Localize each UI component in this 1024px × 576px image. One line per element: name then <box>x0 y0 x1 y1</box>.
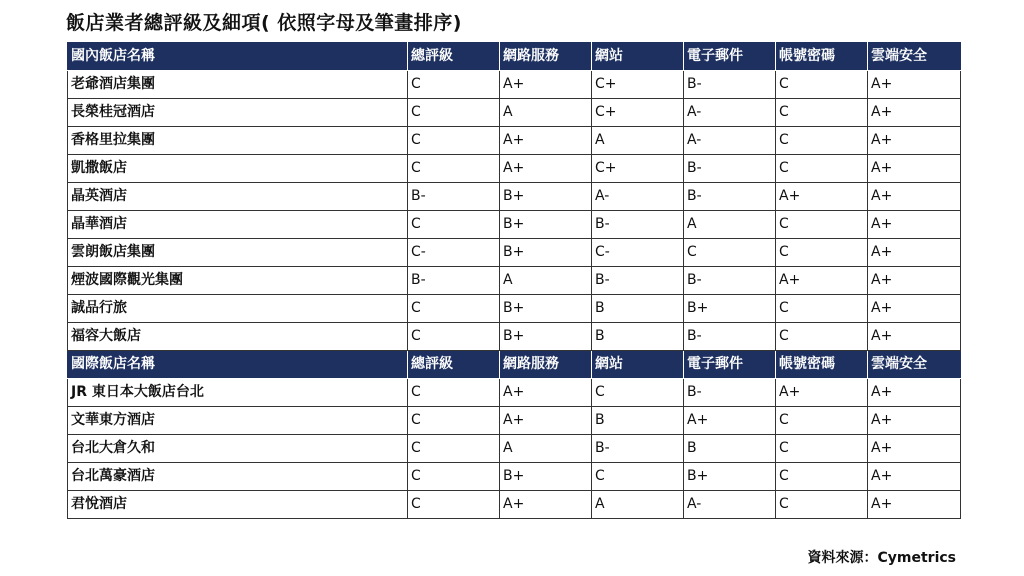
website-cell: B <box>592 323 684 351</box>
hotel-name-cell: 福容大飯店 <box>68 323 408 351</box>
website-cell: B <box>592 295 684 323</box>
email-cell: B- <box>684 267 776 295</box>
cloud-security-cell: A+ <box>868 183 961 211</box>
table-row <box>68 211 961 239</box>
hotel-name-cell: 雲朗飯店集團 <box>68 239 408 267</box>
network-service-cell: A+ <box>500 491 592 519</box>
header-email: 電子郵件 <box>684 351 776 379</box>
overall-grade-cell: C <box>408 295 500 323</box>
table-row <box>68 323 961 351</box>
table-row <box>68 155 961 183</box>
cloud-security-cell: A+ <box>868 491 961 519</box>
network-service-cell: A+ <box>500 155 592 183</box>
website-cell: A <box>592 127 684 155</box>
account-password-cell: A+ <box>776 183 868 211</box>
overall-grade-cell: C <box>408 407 500 435</box>
website-cell: B- <box>592 435 684 463</box>
network-service-cell: A+ <box>500 127 592 155</box>
cloud-security-cell: A+ <box>868 435 961 463</box>
hotel-name-cell: 煙波國際觀光集團 <box>68 267 408 295</box>
account-password-cell: A+ <box>776 267 868 295</box>
header-network-service: 網路服務 <box>500 43 592 71</box>
header-cloud-security: 雲端安全 <box>868 351 961 379</box>
overall-grade-cell: C <box>408 435 500 463</box>
email-cell: C <box>684 239 776 267</box>
overall-grade-cell: C <box>408 323 500 351</box>
source-note: 資料來源：Cymetrics <box>807 550 956 566</box>
hotel-name-cell: 誠品行旅 <box>68 295 408 323</box>
website-cell: B- <box>592 267 684 295</box>
hotel-name-cell: 台北萬豪酒店 <box>68 463 408 491</box>
overall-grade-cell: C <box>408 71 500 99</box>
header-website: 網站 <box>592 43 684 71</box>
website-cell: A <box>592 491 684 519</box>
cloud-security-cell: A+ <box>868 239 961 267</box>
hotel-name-cell: 台北大倉久和 <box>68 435 408 463</box>
header-account-password: 帳號密碼 <box>776 351 868 379</box>
hotel-name-cell: 晶華酒店 <box>68 211 408 239</box>
network-service-cell: B+ <box>500 183 592 211</box>
website-cell: A- <box>592 183 684 211</box>
hotel-name-cell: 君悅酒店 <box>68 491 408 519</box>
cloud-security-cell: A+ <box>868 323 961 351</box>
website-cell: C- <box>592 239 684 267</box>
cloud-security-cell: A+ <box>868 127 961 155</box>
website-cell: C+ <box>592 71 684 99</box>
table-row <box>68 239 961 267</box>
account-password-cell: C <box>776 463 868 491</box>
table-row <box>68 491 961 519</box>
network-service-cell: A <box>500 435 592 463</box>
overall-grade-cell: C <box>408 127 500 155</box>
cloud-security-cell: A+ <box>868 211 961 239</box>
table-row <box>68 463 961 491</box>
email-cell: A <box>684 211 776 239</box>
cloud-security-cell: A+ <box>868 407 961 435</box>
ratings-table <box>67 42 961 519</box>
account-password-cell: C <box>776 491 868 519</box>
header-overall-grade: 總評級 <box>408 43 500 71</box>
email-cell: B <box>684 435 776 463</box>
table-row <box>68 71 961 99</box>
table-row <box>68 183 961 211</box>
email-cell: B- <box>684 323 776 351</box>
ratings-table-body <box>68 43 961 519</box>
header-email: 電子郵件 <box>684 43 776 71</box>
section-header-row <box>68 43 961 71</box>
account-password-cell: C <box>776 99 868 127</box>
table-row <box>68 295 961 323</box>
account-password-cell: C <box>776 211 868 239</box>
overall-grade-cell: C- <box>408 239 500 267</box>
email-cell: B- <box>684 71 776 99</box>
website-cell: B <box>592 407 684 435</box>
overall-grade-cell: B- <box>408 183 500 211</box>
header-website: 網站 <box>592 351 684 379</box>
account-password-cell: A+ <box>776 379 868 407</box>
email-cell: A- <box>684 491 776 519</box>
hotel-name-cell: JR 東日本大飯店台北 <box>68 379 408 407</box>
network-service-cell: A+ <box>500 379 592 407</box>
email-cell: A- <box>684 99 776 127</box>
website-cell: C <box>592 379 684 407</box>
email-cell: A- <box>684 127 776 155</box>
network-service-cell: B+ <box>500 463 592 491</box>
overall-grade-cell: C <box>408 463 500 491</box>
account-password-cell: C <box>776 323 868 351</box>
account-password-cell: C <box>776 71 868 99</box>
website-cell: C+ <box>592 99 684 127</box>
section-header-row <box>68 351 961 379</box>
table-row <box>68 435 961 463</box>
account-password-cell: C <box>776 127 868 155</box>
overall-grade-cell: C <box>408 99 500 127</box>
cloud-security-cell: A+ <box>868 295 961 323</box>
account-password-cell: C <box>776 295 868 323</box>
header-account-password: 帳號密碼 <box>776 43 868 71</box>
email-cell: B- <box>684 379 776 407</box>
table-row <box>68 127 961 155</box>
overall-grade-cell: C <box>408 211 500 239</box>
table-row <box>68 99 961 127</box>
network-service-cell: B+ <box>500 239 592 267</box>
header-network-service: 網路服務 <box>500 351 592 379</box>
table-row <box>68 379 961 407</box>
cloud-security-cell: A+ <box>868 379 961 407</box>
network-service-cell: A <box>500 99 592 127</box>
network-service-cell: B+ <box>500 295 592 323</box>
hotel-name-cell: 文華東方酒店 <box>68 407 408 435</box>
header-hotel-name: 國際飯店名稱 <box>68 351 408 379</box>
table-row <box>68 267 961 295</box>
cloud-security-cell: A+ <box>868 463 961 491</box>
email-cell: B+ <box>684 295 776 323</box>
overall-grade-cell: C <box>408 379 500 407</box>
overall-grade-cell: C <box>408 155 500 183</box>
hotel-name-cell: 凱撒飯店 <box>68 155 408 183</box>
header-overall-grade: 總評級 <box>408 351 500 379</box>
account-password-cell: C <box>776 435 868 463</box>
header-cloud-security: 雲端安全 <box>868 43 961 71</box>
cloud-security-cell: A+ <box>868 99 961 127</box>
email-cell: A+ <box>684 407 776 435</box>
email-cell: B- <box>684 183 776 211</box>
network-service-cell: A+ <box>500 71 592 99</box>
hotel-name-cell: 晶英酒店 <box>68 183 408 211</box>
network-service-cell: A+ <box>500 407 592 435</box>
website-cell: C <box>592 463 684 491</box>
account-password-cell: C <box>776 155 868 183</box>
cloud-security-cell: A+ <box>868 71 961 99</box>
website-cell: B- <box>592 211 684 239</box>
cloud-security-cell: A+ <box>868 267 961 295</box>
table-row <box>68 407 961 435</box>
page-title: 飯店業者總評級及細項( 依照字母及筆畫排序) <box>66 12 462 34</box>
network-service-cell: B+ <box>500 211 592 239</box>
hotel-name-cell: 長榮桂冠酒店 <box>68 99 408 127</box>
email-cell: B- <box>684 155 776 183</box>
website-cell: C+ <box>592 155 684 183</box>
overall-grade-cell: B- <box>408 267 500 295</box>
email-cell: B+ <box>684 463 776 491</box>
network-service-cell: A <box>500 267 592 295</box>
hotel-name-cell: 香格里拉集團 <box>68 127 408 155</box>
account-password-cell: C <box>776 239 868 267</box>
network-service-cell: B+ <box>500 323 592 351</box>
cloud-security-cell: A+ <box>868 155 961 183</box>
account-password-cell: C <box>776 407 868 435</box>
hotel-name-cell: 老爺酒店集團 <box>68 71 408 99</box>
header-hotel-name: 國內飯店名稱 <box>68 43 408 71</box>
overall-grade-cell: C <box>408 491 500 519</box>
